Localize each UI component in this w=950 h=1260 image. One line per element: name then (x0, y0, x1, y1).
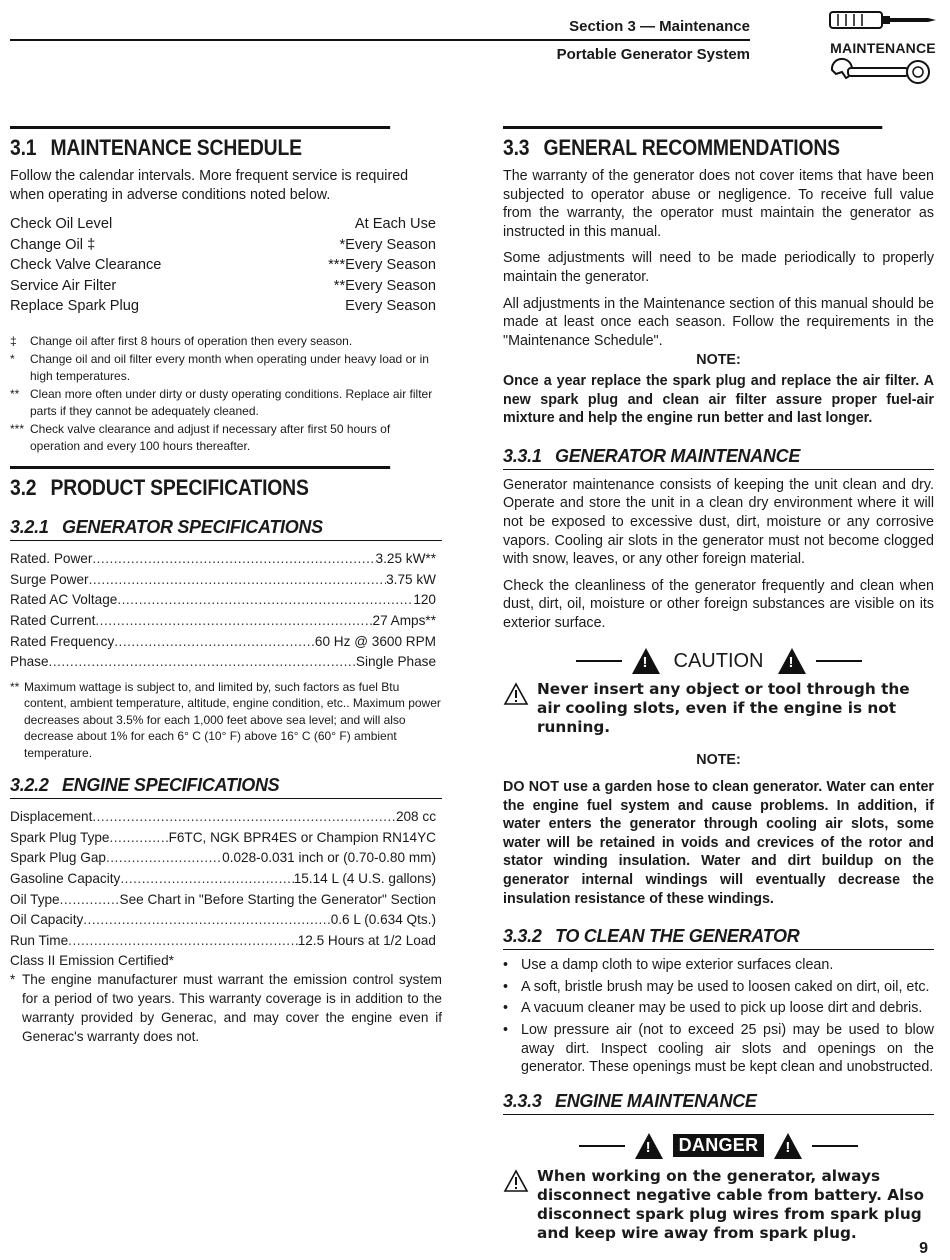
spec-row: Phase ..... Single Phase (10, 652, 442, 673)
caution-message: Never insert any object or tool through the air cooling slots, even if the engine is not running. (503, 680, 934, 737)
generator-spec-list (10, 549, 442, 673)
footnote: ‡ Change oil after first 8 hours of operation then every season. (10, 333, 353, 348)
rule (579, 1145, 625, 1147)
spec-row: Run Time ..... 12.5 Hours at 1/2 Load (10, 931, 442, 952)
warning-triangle-icon: ! (774, 1133, 802, 1159)
section-heading-3-3: 3.3 GENERAL RECOMMENDATIONS (503, 126, 882, 161)
spec-row: Rated Current ..... 27 Amps** (10, 611, 442, 632)
spec-row: Rated Frequency ..... 60 Hz @ 3600 RPM (10, 632, 442, 653)
list-item: • A vacuum cleaner may be used to pick up loose dirt and debris. (503, 1000, 923, 1017)
note-label: NOTE: (696, 352, 741, 369)
footnote: ** Clean more often under dirty or dusty operating conditions. Replace air filter parts if they cannot be adequately cleaned. (10, 387, 433, 418)
header-subtitle: Portable Generator System (556, 46, 750, 63)
rule (576, 660, 622, 662)
paragraph: The warranty of the generator does not cover items that have been subjected to operator abuse or negligence. To receive full value from the warranty, the operator must maintain the generator as instructed in this manual. (503, 168, 934, 240)
note-text: Once a year replace the spark plug and replace the air filter. A new spark plug and clean air filter assure proper fuel-air mixture and help the engine run better and last longer. (503, 372, 934, 427)
danger-header (503, 1133, 934, 1159)
schedule-row: Check Valve Clearance ***Every Season (10, 257, 436, 274)
schedule-row: Service Air Filter **Every Season (10, 277, 436, 294)
engine-spec-footnote: * The engine manufacturer must warrant the emission control system for a period of two years. This warranty coverage is in addition to the warranty provided by Generac, and may cover the engine even if Generac's warranty does not. (10, 972, 442, 1045)
spec-row: Spark Plug Gap ..... 0.028-0.031 inch or (0.70-0.80 mm) (10, 848, 442, 869)
spec-row: Rated AC Voltage ..... 120 (10, 590, 442, 611)
cleaning-list (503, 956, 934, 1077)
subsection-heading-3-2-2: 3.2.2 ENGINE SPECIFICATIONS (10, 775, 442, 799)
schedule-footnotes (10, 333, 442, 455)
left-column (10, 126, 442, 1046)
warning-triangle-icon: ! (632, 648, 660, 674)
footnote: * Change oil and oil filter every month when operating under heavy load or in high temperatures. (10, 352, 429, 383)
maintenance-logo-label: MAINTENANCE (830, 40, 936, 56)
generator-spec-footnote: ** Maximum wattage is subject to, and limited by, such factors as fuel Btu content, ambient temperature, altitude, engine condition, etc.. Maximum power decreases about 3.5% for each 1,000 feet above sea level; and will also decrease about 1% for each 6° C (10° F) above 16° C (60° F) ambient temperature. (10, 679, 441, 760)
section-header: Section 3 — Maintenance (569, 18, 750, 35)
spec-row: Gasoline Capacity ..... 15.14 L (4 U.S. gallons) (10, 869, 442, 890)
schedule-row: Check Oil Level At Each Use (10, 216, 436, 233)
warning-outline-icon (503, 682, 529, 706)
header-rule (10, 39, 750, 41)
spec-row: Spark Plug Type ..... F6TC, NGK BPR4ES or Champion RN14YC (10, 828, 442, 849)
footnote: *** Check valve clearance and adjust if necessary after first 50 hours of operation and every 100 hours thereafter. (10, 422, 391, 453)
page-number: 9 (919, 1240, 928, 1257)
right-column (503, 126, 934, 1243)
section-heading-3-2: 3.2 PRODUCT SPECIFICATIONS (10, 466, 390, 501)
spec-row: Oil Capacity ..... 0.6 L (0.634 Qts.) (10, 910, 442, 931)
warning-outline-icon (503, 1169, 529, 1193)
caution-label: CAUTION (673, 649, 764, 672)
maintenance-schedule-list (10, 214, 442, 317)
subsection-heading-3-3-3: 3.3.3 ENGINE MAINTENANCE (503, 1091, 934, 1115)
subsection-heading-3-3-1: 3.3.1 GENERATOR MAINTENANCE (503, 446, 934, 470)
rule (816, 660, 862, 662)
spec-row: Displacement ..... 208 cc (10, 807, 442, 828)
subsection-heading-3-3-2: 3.3.2 TO CLEAN THE GENERATOR (503, 926, 934, 950)
emission-certified: Class II Emission Certified* (10, 953, 174, 969)
subsection-heading-3-2-1: 3.2.1 GENERATOR SPECIFICATIONS (10, 517, 442, 541)
list-item: • Low pressure air (not to exceed 25 psi) may be used to blow away dirt. Inspect cooling air slots and openings on the generator. These openings must be kept clean and unobstructed. (503, 1022, 934, 1076)
paragraph: All adjustments in the Maintenance section of this manual should be made at least once each season. Follow the requirements in the "Maintenance Schedule". (503, 295, 934, 349)
warning-triangle-icon: ! (635, 1133, 663, 1159)
caution-header (503, 648, 934, 674)
rule (812, 1145, 858, 1147)
schedule-intro: Follow the calendar intervals. More frequent service is required when operating in adverse conditions noted below. (10, 168, 409, 203)
danger-label: DANGER (673, 1134, 765, 1157)
warning-triangle-icon: ! (778, 648, 806, 674)
schedule-row: Replace Spark Plug Every Season (10, 298, 436, 315)
danger-message: When working on the generator, always disconnect negative cable from battery. Also disconnect spark plug wires from spark plug and keep wire away from spark plug. (503, 1167, 934, 1243)
spec-row: Surge Power ..... 3.75 kW (10, 570, 442, 591)
paragraph: Some adjustments will need to be made periodically to properly maintain the generator. (503, 250, 934, 285)
schedule-row: Change Oil ‡ *Every Season (10, 236, 436, 253)
list-item: • A soft, bristle brush may be used to loosen caked on dirt, oil, etc. (503, 978, 930, 995)
section-heading-3-1: 3.1 MAINTENANCE SCHEDULE (10, 126, 390, 161)
spec-row: Oil Type ..... See Chart in "Before Starting the Generator" Section (10, 890, 442, 911)
paragraph: Generator maintenance consists of keeping the unit clean and dry. Operate and store the unit in a clean dry environment where it will not be exposed to excessive dust, dirt, moisture or any corrosive vapors. Cooling air slots in the generator must not become clogged with snow, leaves, or any other foreign material. (503, 476, 934, 568)
paragraph: Check the cleanliness of the generator frequently and clean when dust, dirt, oil, moisture or other foreign substances are visible on its exterior surface. (503, 577, 934, 631)
note-label: NOTE: (696, 752, 741, 769)
list-item: • Use a damp cloth to wipe exterior surfaces clean. (503, 957, 834, 974)
engine-spec-list (10, 807, 442, 951)
spec-row: Rated. Power ..... 3.25 kW** (10, 549, 442, 570)
note-text: DO NOT use a garden hose to clean generator. Water can enter the engine fuel system and cause problems. In addition, if water enters the generator through cooling air slots, some water will be retained in voids and crevices of the rotor and stator winding insulation. Water and dirt buildup on the generator internal windings will eventually decrease the insulation resistance of these windings. (503, 779, 934, 907)
